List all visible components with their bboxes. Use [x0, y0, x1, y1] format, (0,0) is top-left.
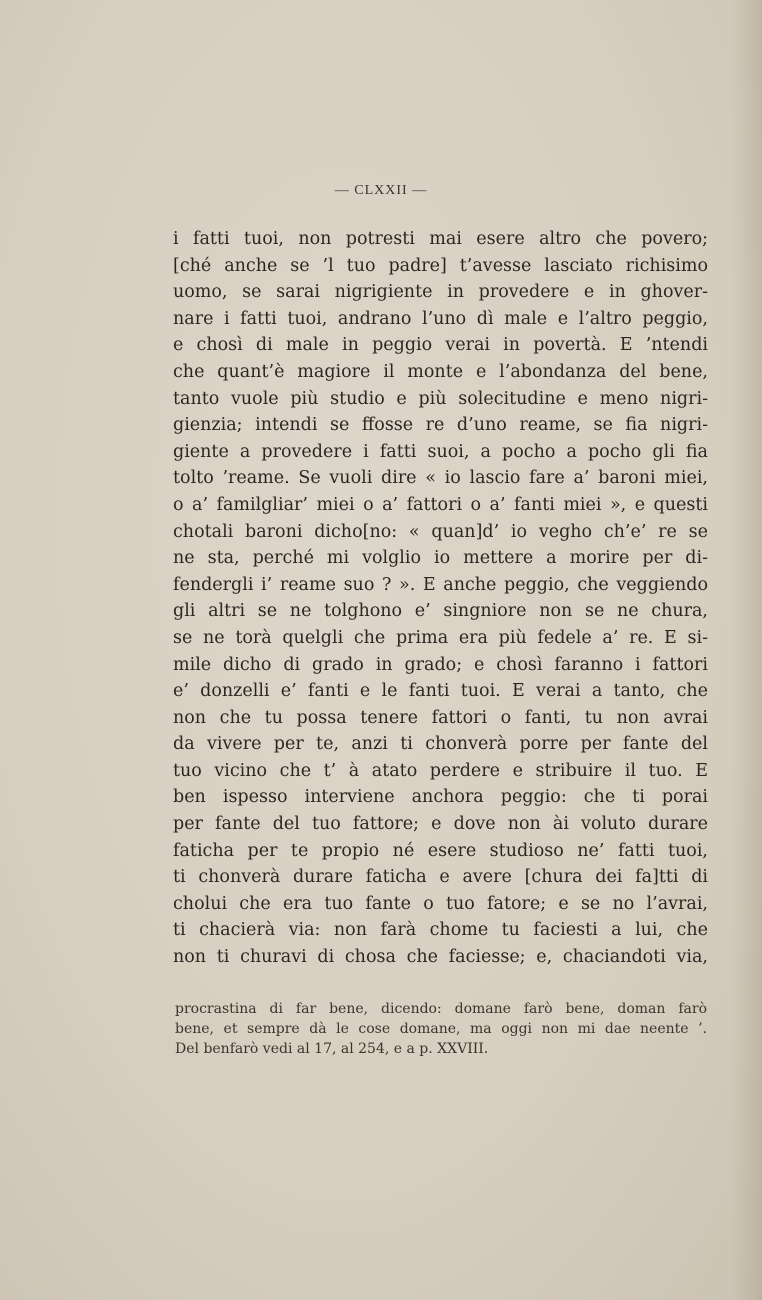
text-line: chotali baroni dicho[no: « quan]d’ io vegho ch’e’ re se	[173, 521, 708, 542]
text-line: non che tu possa tenere fattori o fanti, tu non avrai	[173, 707, 708, 728]
text-line: i fatti tuoi, non potresti mai esere altro che povero;	[173, 229, 708, 249]
text-line: tuo vicino che t’ à atato perdere e stribuire il tuo. E	[173, 760, 708, 781]
footnote-line: bene, et sempre dà le cose domane, ma oggi non mi dae neente ’.	[175, 1021, 707, 1037]
text-line: mile dicho di grado in grado; e chosì faranno i fattori	[173, 654, 708, 675]
footnote-line: procrastina di far bene, dicendo: domane farò bene, doman farò	[175, 1001, 707, 1017]
text-line: non ti churavi di chosa che faciesse; e, chaciandoti via,	[173, 947, 708, 968]
text-line: che quant’è magiore il monte e l’abondanza del bene,	[173, 361, 708, 382]
text-line: ti chacierà via: non farà chome tu faciesti a lui, che	[173, 920, 708, 941]
text-line: se ne torà quelgli che prima era più fedele a’ re. E si-	[173, 627, 708, 648]
text-line: gli altri se ne tolghono e’ singniore non se ne chura,	[173, 601, 708, 622]
text-line: e chosì di male in peggio verai in povertà. E ’ntendi	[173, 335, 708, 356]
main-text	[173, 226, 708, 971]
text-line: gienzia; intendi se ffosse re d’uno reame, se fia nigri-	[173, 415, 708, 436]
text-line: [ché anche se ’l tuo padre] t’avesse lasciato richisimo	[173, 255, 708, 276]
text-line: o a’ familgliar’ miei o a’ fattori o a’ fanti miei », e questi	[173, 494, 708, 515]
text-line: per fante del tuo fattore; e dove non ài voluto durare	[173, 814, 708, 835]
text-line: uomo, se sarai nigrigiente in provedere e in ghover-	[173, 282, 708, 303]
text-line: e’ donzelli e’ fanti e le fanti tuoi. E verai a tanto, che	[173, 681, 708, 702]
text-line: nare i fatti tuoi, andrano l’uno dì male e l’altro peggio,	[173, 308, 708, 329]
page-number-header: — CLXXII —	[334, 183, 428, 198]
text-line: cholui che era tuo fante o tuo fatore; e se no l’avrai,	[173, 893, 708, 914]
text-line: tolto ’reame. Se vuoli dire « io lascio fare a’ baroni miei,	[173, 468, 708, 489]
text-line: faticha per te propio né esere studioso ne’ fatti tuoi,	[173, 840, 708, 861]
text-line: tanto vuole più studio e più solecitudine e meno nigri-	[173, 388, 708, 409]
text-line: ben ispesso interviene anchora peggio: che ti porai	[173, 787, 708, 808]
text-line: giente a provedere i fatti suoi, a pocho a pocho gli fia	[173, 441, 708, 462]
footnote	[175, 999, 707, 1059]
text-line: fendergli i’ reame suo ? ». E anche peggio, che veggiendo	[173, 574, 708, 595]
text-line: da vivere per te, anzi ti chonverà porre per fante del	[173, 734, 708, 755]
text-line: ne sta, perché mi volglio io mettere a morire per di-	[173, 548, 708, 569]
text-line: ti chonverà durare faticha e avere [chura dei fa]tti di	[173, 867, 708, 888]
footnote-line: Del benfarò vedi al 17, al 254, e a p. XXVIII.	[175, 1041, 489, 1057]
